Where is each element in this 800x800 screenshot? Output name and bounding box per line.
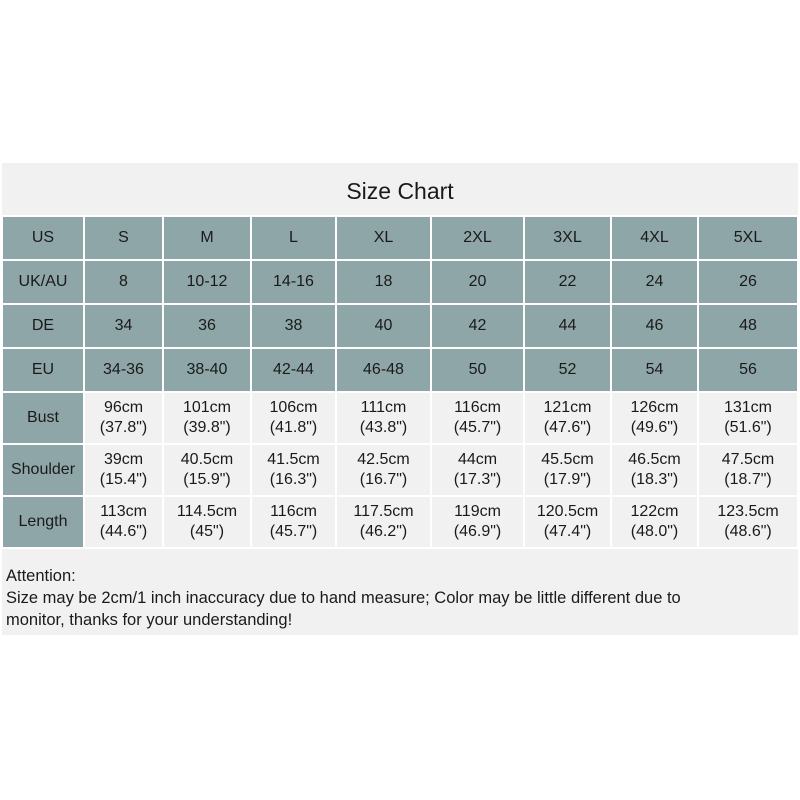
table-row bbox=[3, 261, 797, 303]
cm-value: 106cm bbox=[269, 399, 318, 416]
table-cell: 38 bbox=[252, 305, 335, 347]
table-cell: S bbox=[85, 217, 162, 259]
table-cell: 42 bbox=[432, 305, 523, 347]
inch-value: (47.6") bbox=[543, 419, 592, 436]
table-cell: 22 bbox=[525, 261, 610, 303]
table-cell: M bbox=[164, 217, 250, 259]
table-cell bbox=[164, 445, 250, 495]
table-cell bbox=[699, 497, 797, 547]
cm-value: 111cm bbox=[360, 399, 407, 416]
table-cell: 52 bbox=[525, 349, 610, 391]
table-cell: 2XL bbox=[432, 217, 523, 259]
cm-value: 114.5cm bbox=[176, 503, 238, 520]
inch-value: (47.4") bbox=[543, 523, 592, 540]
note-heading: Attention: bbox=[6, 567, 76, 585]
table-cell bbox=[432, 497, 523, 547]
inch-value: (17.3") bbox=[453, 471, 502, 488]
table-cell bbox=[164, 393, 250, 443]
cm-value: 116cm bbox=[270, 503, 317, 520]
cm-value: 117.5cm bbox=[353, 503, 414, 520]
table-cell: L bbox=[252, 217, 335, 259]
inch-value: (49.6") bbox=[630, 419, 679, 436]
inch-value: (39.8") bbox=[183, 419, 231, 436]
cm-value: 119cm bbox=[454, 503, 501, 520]
cm-value: 131cm bbox=[723, 399, 773, 416]
inch-value: (46.2") bbox=[359, 523, 408, 540]
table-cell: 48 bbox=[699, 305, 797, 347]
table-cell: 44 bbox=[525, 305, 610, 347]
table-row bbox=[3, 305, 797, 347]
table-cell bbox=[85, 497, 162, 547]
table-cell bbox=[432, 445, 523, 495]
inch-value: (44.6") bbox=[99, 523, 148, 540]
table-cell bbox=[164, 497, 250, 547]
row-label: EU bbox=[3, 349, 83, 391]
cm-value: 101cm bbox=[182, 399, 232, 416]
table-cell: 38-40 bbox=[164, 349, 250, 391]
table-cell bbox=[699, 393, 797, 443]
table-cell: 56 bbox=[699, 349, 797, 391]
table-cell: 46 bbox=[612, 305, 697, 347]
table-cell: 34-36 bbox=[85, 349, 162, 391]
cm-value: 120.5cm bbox=[536, 503, 599, 520]
inch-value: (41.8") bbox=[269, 419, 318, 436]
table-cell bbox=[337, 497, 430, 547]
inch-value: (17.9") bbox=[543, 471, 592, 488]
cm-value: 40.5cm bbox=[180, 451, 234, 468]
attention-note bbox=[6, 565, 681, 631]
table-cell: 14-16 bbox=[252, 261, 335, 303]
table-cell: 36 bbox=[164, 305, 250, 347]
inch-value: (48.6") bbox=[724, 523, 772, 540]
row-label: Shoulder bbox=[3, 445, 83, 495]
note-line: Size may be 2cm/1 inch inaccuracy due to hand measure; Color may be little different due to bbox=[6, 589, 681, 607]
table-cell: 8 bbox=[85, 261, 162, 303]
table-cell bbox=[612, 393, 697, 443]
inch-value: (43.8") bbox=[359, 419, 408, 436]
inch-value: (15.9") bbox=[183, 471, 231, 488]
cm-value: 126cm bbox=[630, 399, 679, 416]
table-cell: 18 bbox=[337, 261, 430, 303]
cm-value: 121cm bbox=[543, 399, 592, 416]
cm-value: 42.5cm bbox=[357, 451, 410, 468]
table-cell bbox=[252, 497, 335, 547]
cm-value: 123.5cm bbox=[717, 503, 779, 520]
inch-value: (48.0") bbox=[630, 523, 679, 540]
table-cell: 26 bbox=[699, 261, 797, 303]
table-cell bbox=[337, 393, 430, 443]
table-cell bbox=[612, 497, 697, 547]
cm-value: 96cm bbox=[103, 399, 144, 416]
size-table bbox=[1, 215, 799, 549]
table-cell bbox=[612, 445, 697, 495]
cm-value: 113cm bbox=[100, 503, 147, 520]
table-cell bbox=[252, 393, 335, 443]
table-cell bbox=[85, 445, 162, 495]
table-cell bbox=[525, 393, 610, 443]
note-line: monitor, thanks for your understanding! bbox=[6, 611, 293, 629]
row-label: Bust bbox=[3, 393, 83, 443]
cm-value: 46.5cm bbox=[628, 451, 681, 468]
cm-value: 47.5cm bbox=[721, 451, 775, 468]
row-label: UK/AU bbox=[3, 261, 83, 303]
table-cell: 34 bbox=[85, 305, 162, 347]
row-label: Length bbox=[3, 497, 83, 547]
table-cell bbox=[699, 445, 797, 495]
inch-value: (16.3") bbox=[269, 471, 318, 488]
table-cell: 20 bbox=[432, 261, 523, 303]
table-cell: 24 bbox=[612, 261, 697, 303]
cm-value: 116cm bbox=[454, 399, 501, 416]
chart-title: Size Chart bbox=[346, 178, 454, 204]
table-row bbox=[3, 217, 797, 259]
table-cell: 3XL bbox=[525, 217, 610, 259]
inch-value: (16.7") bbox=[359, 471, 408, 488]
table-cell: 50 bbox=[432, 349, 523, 391]
row-label: US bbox=[3, 217, 83, 259]
table-row bbox=[3, 393, 797, 443]
table-cell: 10-12 bbox=[164, 261, 250, 303]
table-cell: 4XL bbox=[612, 217, 697, 259]
table-cell bbox=[432, 393, 523, 443]
table-cell bbox=[337, 445, 430, 495]
table-cell: 5XL bbox=[699, 217, 797, 259]
inch-value: (51.6") bbox=[724, 419, 772, 436]
inch-value: (18.7") bbox=[724, 471, 772, 488]
inch-value: (45") bbox=[189, 523, 225, 540]
inch-value: (46.9") bbox=[453, 523, 502, 540]
inch-value: (15.4") bbox=[99, 471, 148, 488]
row-label: DE bbox=[3, 305, 83, 347]
table-cell bbox=[525, 497, 610, 547]
inch-value: (45.7") bbox=[453, 419, 502, 436]
table-row bbox=[3, 349, 797, 391]
cm-value: 39cm bbox=[103, 451, 144, 468]
cm-value: 45.5cm bbox=[541, 451, 594, 468]
table-row bbox=[3, 497, 797, 547]
table-cell: 54 bbox=[612, 349, 697, 391]
cm-value: 41.5cm bbox=[267, 451, 320, 468]
table-cell bbox=[252, 445, 335, 495]
table-cell bbox=[85, 393, 162, 443]
inch-value: (45.7") bbox=[269, 523, 318, 540]
table-cell: 40 bbox=[337, 305, 430, 347]
inch-value: (37.8") bbox=[99, 419, 148, 436]
table-cell bbox=[525, 445, 610, 495]
table-cell: 42-44 bbox=[252, 349, 335, 391]
inch-value: (18.3") bbox=[630, 471, 679, 488]
size-chart-panel bbox=[2, 163, 798, 635]
table-cell: 46-48 bbox=[337, 349, 430, 391]
table-cell: XL bbox=[337, 217, 430, 259]
cm-value: 44cm bbox=[457, 451, 498, 468]
table-row bbox=[3, 445, 797, 495]
cm-value: 122cm bbox=[630, 503, 679, 520]
